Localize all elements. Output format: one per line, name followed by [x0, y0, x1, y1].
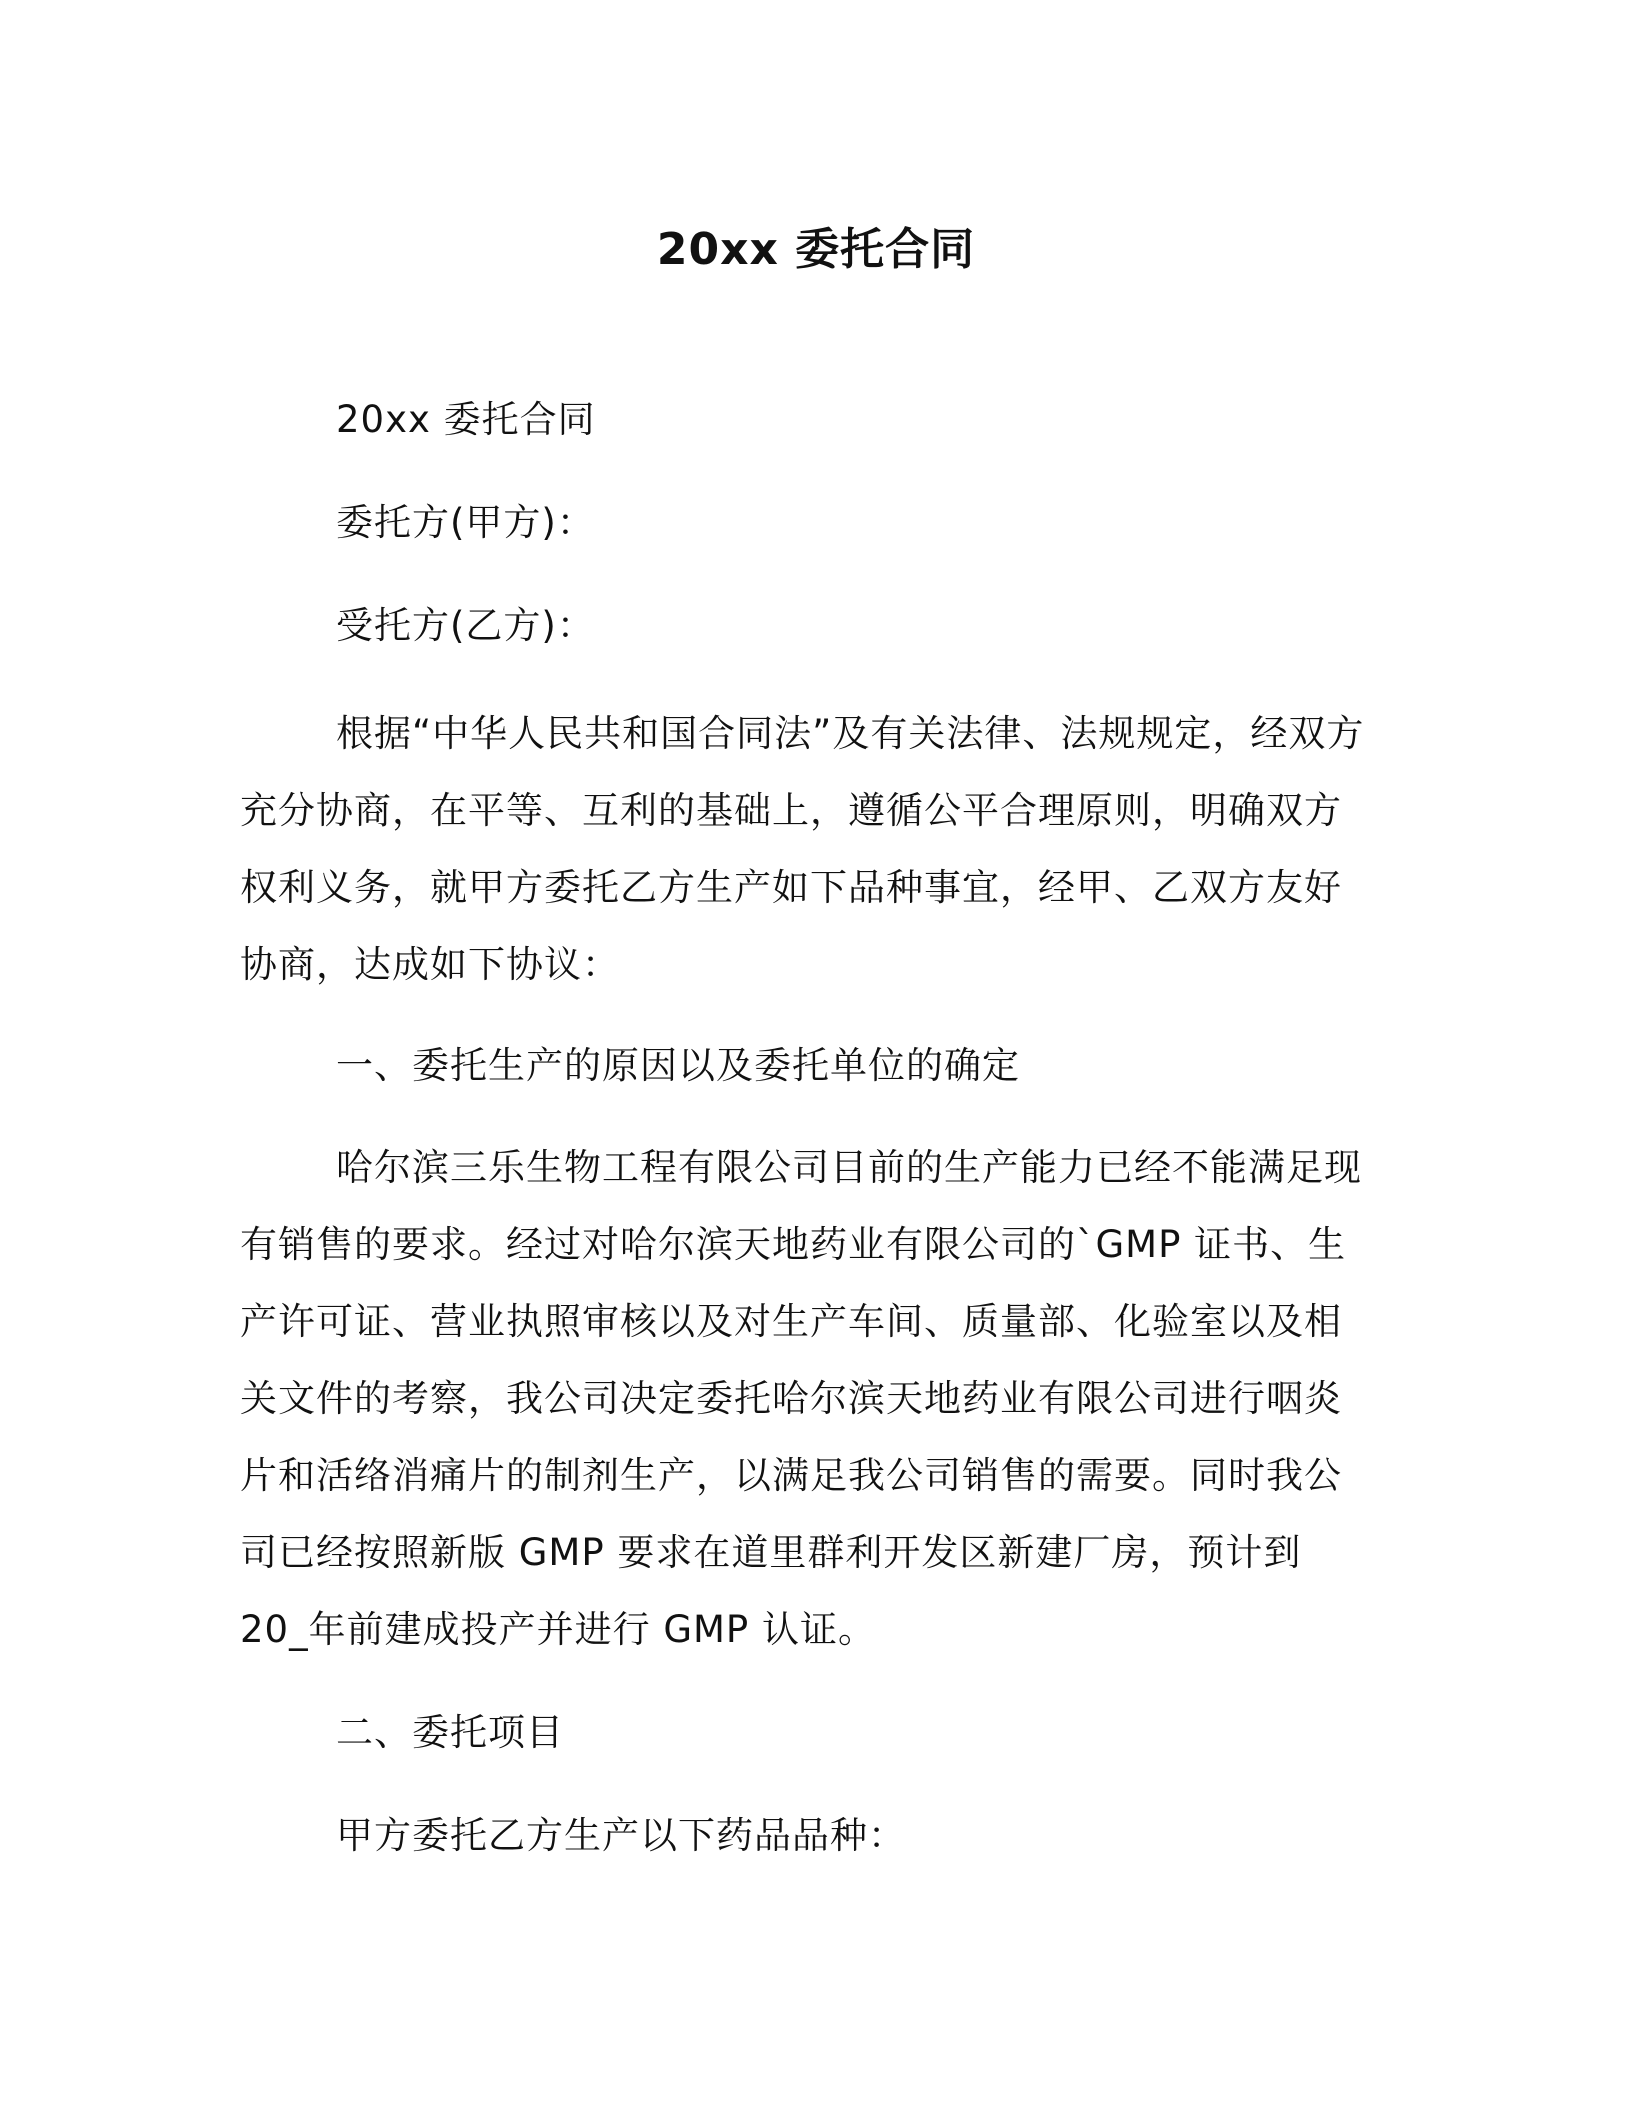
- section1-block: [240, 1129, 1370, 1668]
- document-title: 20xx 委托合同: [656, 224, 976, 275]
- section2-heading: 二、委托项目: [336, 1711, 564, 1754]
- section1-heading: 一、委托生产的原因以及委托单位的确定: [336, 1044, 1020, 1087]
- intro-paragraph: 根据“中华人民共和国合同法”及有关法律、法规规定，经双方充分协商，在平等、互利的基础上，遵循公平合理原则，明确双方权利义务，就甲方委托乙方生产如下品种事宜，经甲、乙双方友好协商，达成如下协议：: [240, 712, 1365, 986]
- intro-block: [240, 695, 1370, 1003]
- party-b-line: 受托方(乙方)：: [336, 604, 595, 647]
- party-a-line: 委托方(甲方)：: [336, 501, 595, 544]
- document-subtitle: 20xx 委托合同: [336, 398, 596, 441]
- section2-paragraph: 甲方委托乙方生产以下药品品种：: [336, 1814, 906, 1857]
- section1-paragraph: 哈尔滨三乐生物工程有限公司目前的生产能力已经不能满足现有销售的要求。经过对哈尔滨天地药业有限公司的`GMP 证书、生产许可证、营业执照审核以及对生产车间、质量部、化验室以及相关文件的考察，我公司决定委托哈尔滨天地药业有限公司进行咽炎片和活络消痛片的制剂生产，以满足我公司销售的需要。同时我公司已经按照新版 GMP 要求在道里群利开发区新建厂房，预计到 20_年前建成投产并进行 GMP 认证。: [240, 1146, 1362, 1651]
